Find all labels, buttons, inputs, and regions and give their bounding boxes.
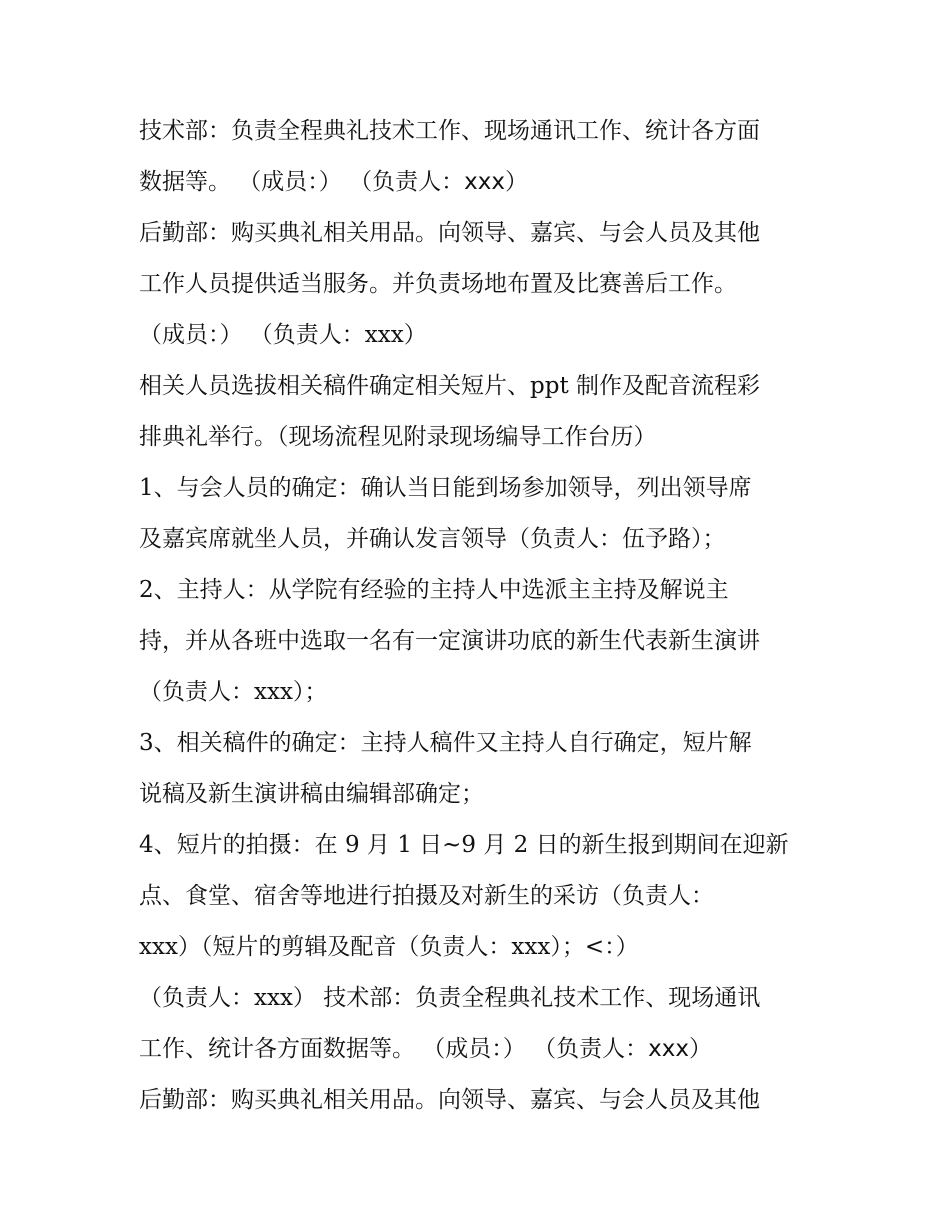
paragraph-line: xxx）（短片的剪辑及配音（负责人：xxx）；<：） bbox=[139, 934, 639, 960]
paragraph-line: 说稿及新生演讲稿由编辑部确定； bbox=[139, 781, 484, 807]
paragraph-line: 1、与会人员的确定：确认当日能到场参加领导，列出领导席 bbox=[139, 475, 752, 501]
paragraph-line: 相关人员选拔相关稿件确定相关短片、ppt 制作及配音流程彩 bbox=[139, 373, 760, 399]
paragraph-line: （负责人：xxx） 技术部：负责全程典礼技术工作、现场通讯 bbox=[139, 985, 761, 1011]
paragraph-line: 2、主持人：从学院有经验的主持人中选派主主持及解说主 bbox=[139, 577, 729, 603]
paragraph-line: 点、食堂、宿舍等地进行拍摄及对新生的采访（负责人： bbox=[139, 883, 714, 909]
paragraph-line: 4、短片的拍摄：在 9 月 1 日~9 月 2 日的新生报到期间在迎新 bbox=[139, 832, 789, 858]
paragraph-line: （负责人：xxx）； bbox=[139, 679, 328, 705]
paragraph-line: 及嘉宾席就坐人员，并确认发言领导（负责人：伍予路）； bbox=[139, 526, 726, 552]
paragraph-line: 后勤部：购买典礼相关用品。向领导、嘉宾、与会人员及其他 bbox=[139, 220, 760, 246]
paragraph-line: 3、相关稿件的确定：主持人稿件又主持人自行确定，短片解 bbox=[139, 730, 752, 756]
paragraph-line: 后勤部：购买典礼相关用品。向领导、嘉宾、与会人员及其他 bbox=[139, 1087, 760, 1113]
paragraph-line: 排典礼举行。（现场流程见附录现场编导工作台历） bbox=[139, 424, 657, 450]
paragraph-line: 工作、统计各方面数据等。 （成员：） （负责人：xxx） bbox=[139, 1036, 712, 1062]
paragraph-line: 技术部：负责全程典礼技术工作、现场通讯工作、统计各方面 bbox=[139, 118, 760, 144]
paragraph-line: （成员：） （负责人：xxx） bbox=[139, 322, 427, 348]
paragraph-line: 工作人员提供适当服务。并负责场地布置及比赛善后工作。 bbox=[139, 271, 737, 297]
paragraph-line: 持，并从各班中选取一名有一定演讲功底的新生代表新生演讲 bbox=[139, 628, 760, 654]
paragraph-line: 数据等。 （成员：） （负责人：xxx） bbox=[139, 169, 528, 195]
document-body bbox=[139, 106, 829, 1126]
